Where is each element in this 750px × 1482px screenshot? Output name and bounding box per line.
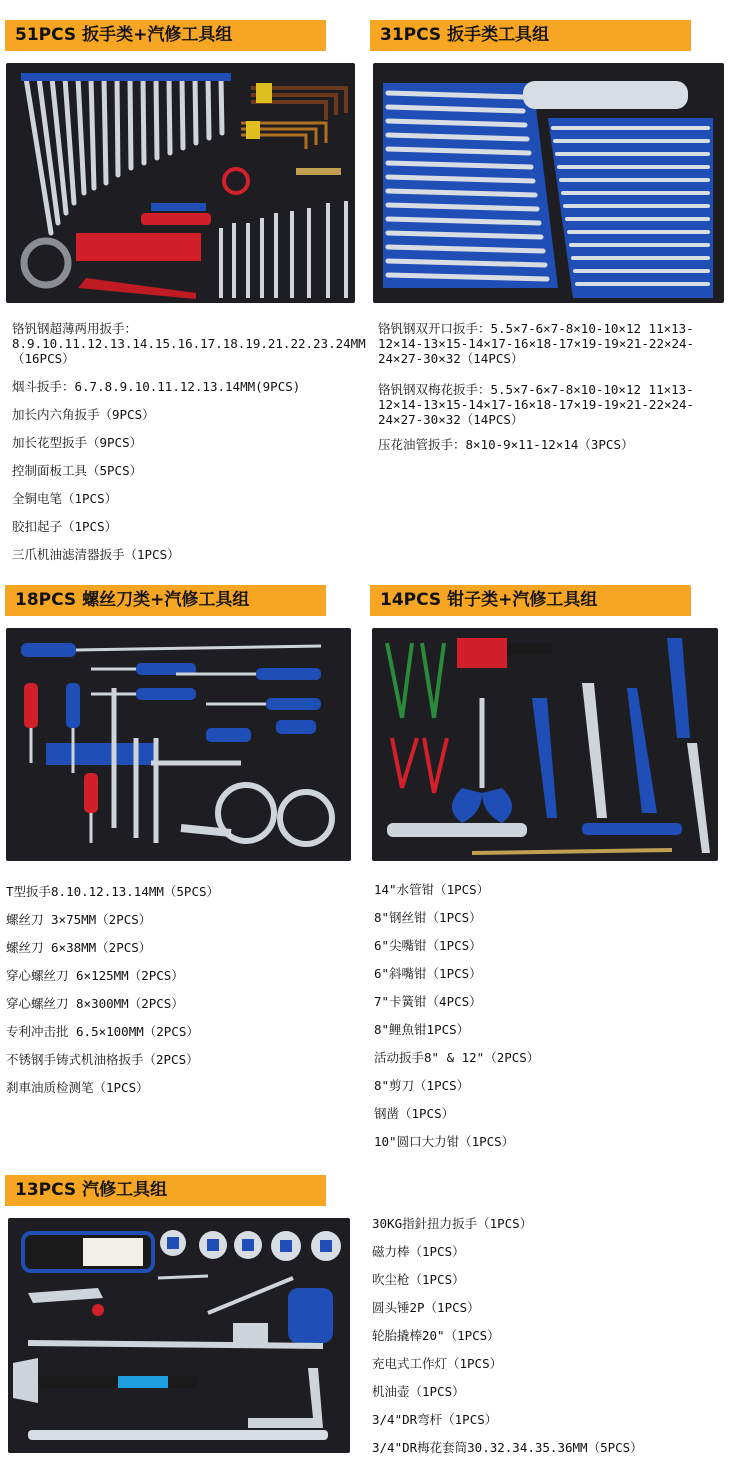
list-item: 加长花型扳手（9PCS） xyxy=(12,435,143,450)
list-item: 8"鲤魚钳1PCS） xyxy=(374,1022,470,1037)
tool-tray-image-13pcs xyxy=(8,1218,350,1453)
section-header-31pcs: 31PCS 扳手类工具组 xyxy=(370,20,691,51)
list-item: 加长内六角扳手（9PCS） xyxy=(12,407,155,422)
list-item: 铬钒钢双梅花扳手：5.5×7-6×7-8×10-10×12 11×13-12×14-13×15-14×17-16×18-17×19-19×21-22×24-24×27-30×32（14PCS） xyxy=(378,382,695,427)
list-item: 14"水管钳（1PCS） xyxy=(374,882,490,897)
item-list-31pcs xyxy=(378,321,728,465)
list-item: 6"尖嘴钳（1PCS） xyxy=(374,938,482,953)
list-item: 8"钢丝钳（1PCS） xyxy=(374,910,482,925)
tool-tray-image-51pcs xyxy=(6,63,355,303)
list-item: 铬钒钢超薄两用扳手：8.9.10.11.12.13.14.15.16.17.18.19.21.22.23.24MM（16PCS） xyxy=(12,321,366,366)
list-item: 30KG指針扭力扳手（1PCS） xyxy=(372,1216,533,1231)
list-item: 吹尘枪（1PCS） xyxy=(372,1272,465,1287)
list-item: 刹車油质检测笔（1PCS） xyxy=(6,1080,149,1095)
list-item: 压花油管扳手：8×10-9×11-12×14（3PCS） xyxy=(378,437,634,452)
list-item: 轮胎撬棒20"（1PCS） xyxy=(372,1328,500,1343)
list-item: 烟斗扳手：6.7.8.9.10.11.12.13.14MM(9PCS) xyxy=(12,379,301,394)
item-list-51pcs xyxy=(12,321,366,575)
tool-tray-image-18pcs xyxy=(6,628,351,861)
list-item: 8"剪刀（1PCS） xyxy=(374,1078,470,1093)
list-item: 3/4"DR弯杆（1PCS） xyxy=(372,1412,498,1427)
item-list-14pcs xyxy=(374,882,724,1162)
section-header-18pcs: 18PCS 螺丝刀类+汽修工具组 xyxy=(5,585,326,616)
list-item: 机油壶（1PCS） xyxy=(372,1384,465,1399)
list-item: 不锈钢手铸式机油格扳手（2PCS） xyxy=(6,1052,199,1067)
list-item: 钢凿（1PCS） xyxy=(374,1106,455,1121)
list-item: 活动扳手8" & 12"（2PCS） xyxy=(374,1050,540,1065)
tool-tray-image-31pcs xyxy=(373,63,724,303)
list-item: 穿心螺丝刀 8×300MM（2PCS） xyxy=(6,996,184,1011)
list-item: 3/4"DR梅花套筒30.32.34.35.36MM（5PCS） xyxy=(372,1440,643,1455)
list-item: 10"圆口大力钳（1PCS） xyxy=(374,1134,515,1149)
list-item: 圆头锤2P（1PCS） xyxy=(372,1300,480,1315)
list-item: 7"卡簧钳（4PCS） xyxy=(374,994,482,1009)
list-item: T型扳手8.10.12.13.14MM（5PCS） xyxy=(6,884,220,899)
list-item: 三爪机油滤清器扳手（1PCS） xyxy=(12,547,180,562)
list-item: 螺丝刀 6×38MM（2PCS） xyxy=(6,940,152,955)
list-item: 6"斜嘴钳（1PCS） xyxy=(374,966,482,981)
list-item: 全铜电笔（1PCS） xyxy=(12,491,118,506)
section-header-51pcs: 51PCS 扳手类+汽修工具组 xyxy=(5,20,326,51)
list-item: 胶扣起子（1PCS） xyxy=(12,519,118,534)
list-item: 磁力棒（1PCS） xyxy=(372,1244,465,1259)
list-item: 螺丝刀 3×75MM（2PCS） xyxy=(6,912,152,927)
list-item: 铬钒钢双开口扳手：5.5×7-6×7-8×10-10×12 11×13-12×14-13×15-14×17-16×18-17×19-19×21-22×24-24×27-30×32（14PCS） xyxy=(378,321,695,366)
list-item: 穿心螺丝刀 6×125MM（2PCS） xyxy=(6,968,184,983)
list-item: 专利冲击批 6.5×100MM（2PCS） xyxy=(6,1024,199,1039)
item-list-13pcs xyxy=(372,1216,722,1468)
section-header-14pcs: 14PCS 钳子类+汽修工具组 xyxy=(370,585,691,616)
list-item: 控制面板工具（5PCS） xyxy=(12,463,143,478)
tool-tray-image-14pcs xyxy=(372,628,718,861)
item-list-18pcs xyxy=(6,884,356,1108)
list-item: 充电式工作灯（1PCS） xyxy=(372,1356,503,1371)
section-header-13pcs: 13PCS 汽修工具组 xyxy=(5,1175,326,1206)
